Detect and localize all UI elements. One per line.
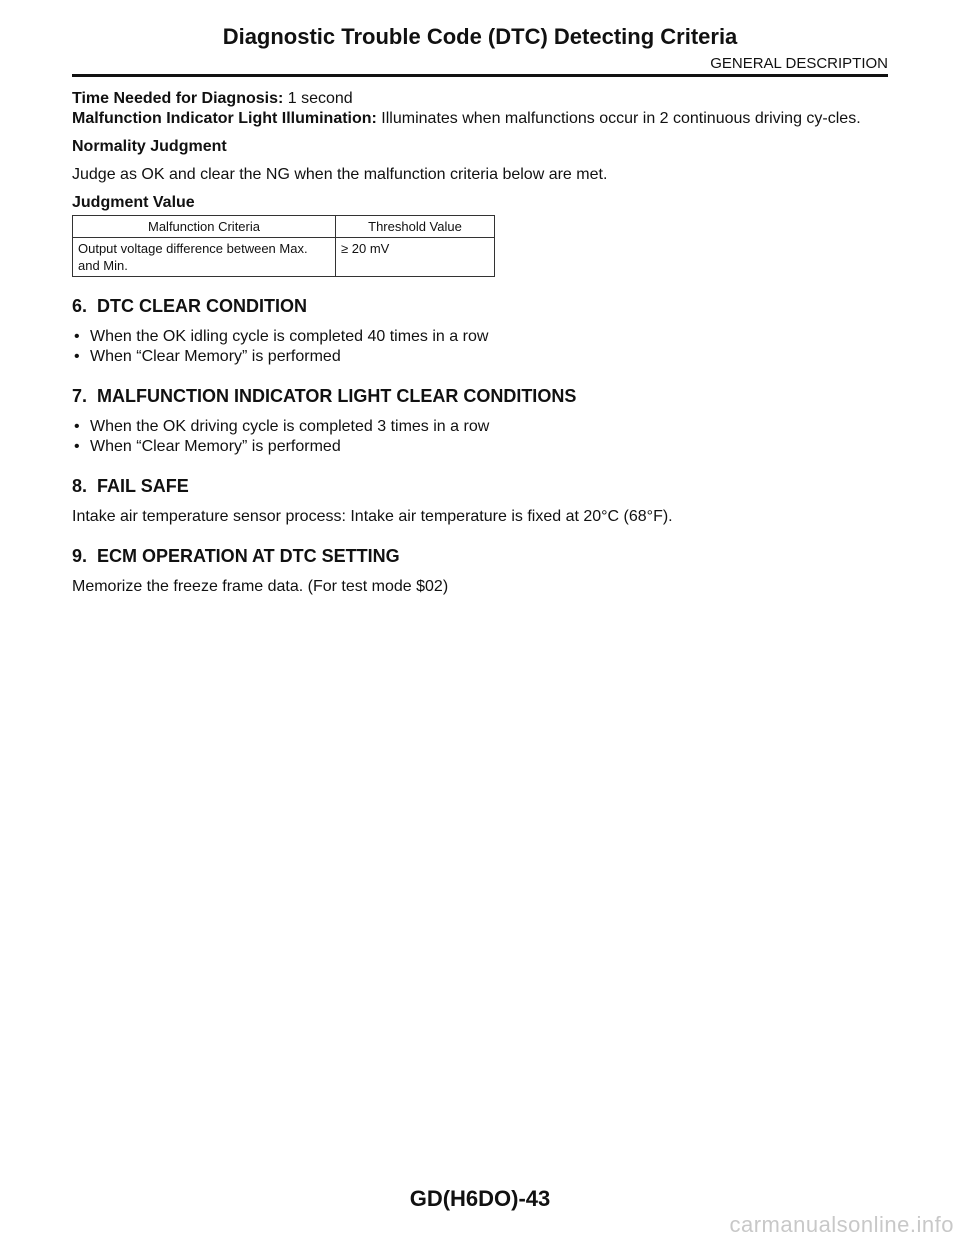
- ecm-operation-text: Memorize the freeze frame data. (For test mode $02): [72, 578, 449, 595]
- section-heading-mil-clear: [72, 385, 888, 407]
- section-subtitle: GENERAL DESCRIPTION: [710, 55, 888, 72]
- list-item-text: When the OK idling cycle is completed 40 times in a row: [90, 328, 489, 345]
- section-number: 7.: [72, 386, 88, 406]
- section-heading-ecm-operation: [72, 545, 888, 567]
- column-header-criteria: Malfunction Criteria: [73, 216, 336, 238]
- mil-illumination-label: Malfunction Indicator Light Illumination:: [72, 110, 377, 127]
- header-divider: [72, 74, 888, 77]
- section-number: 6.: [72, 296, 88, 316]
- fail-safe-text: Intake air temperature sensor process: Intake air temperature is fixed at 20°C (68°F).: [72, 508, 673, 525]
- dtc-clear-list: [72, 327, 888, 367]
- normality-heading: Normality Judgment: [72, 138, 227, 155]
- column-header-threshold: Threshold Value: [336, 216, 495, 238]
- mil-clear-list: [72, 417, 888, 457]
- mil-illumination-value: Illuminates when malfunctions occur in 2 continuous driving cy-cles.: [376, 110, 861, 127]
- criteria-cell: Output voltage difference between Max. and Min.: [73, 238, 336, 277]
- section-heading-fail-safe: [72, 475, 888, 497]
- judgment-heading: Judgment Value: [72, 194, 195, 211]
- judgment-table: [72, 215, 495, 277]
- section-title: ECM OPERATION AT DTC SETTING: [97, 546, 400, 566]
- section-number: 9.: [72, 546, 88, 566]
- list-item: [72, 417, 888, 437]
- bullet-icon: •: [74, 328, 80, 345]
- list-item: [72, 327, 888, 347]
- bullet-icon: •: [74, 348, 80, 365]
- list-item: [72, 437, 888, 457]
- section-number: 8.: [72, 476, 88, 496]
- list-item-text: When the OK driving cycle is completed 3 times in a row: [90, 418, 490, 435]
- section-title: FAIL SAFE: [97, 476, 189, 496]
- table-row: [73, 238, 495, 277]
- bullet-icon: •: [74, 418, 80, 435]
- section-title: DTC CLEAR CONDITION: [97, 296, 308, 316]
- section-title: MALFUNCTION INDICATOR LIGHT CLEAR CONDITIONS: [97, 386, 577, 406]
- page-content: [72, 89, 888, 597]
- page-number: GD(H6DO)-43: [409, 1186, 551, 1211]
- bullet-icon: •: [74, 438, 80, 455]
- section-heading-dtc-clear: [72, 295, 888, 317]
- watermark: carmanualsonline.info: [729, 1212, 954, 1237]
- page-title: Diagnostic Trouble Code (DTC) Detecting Criteria: [222, 24, 738, 49]
- list-item-text: When “Clear Memory” is performed: [90, 348, 341, 365]
- normality-text: Judge as OK and clear the NG when the malfunction criteria below are met.: [72, 166, 608, 183]
- table-header-row: [73, 216, 495, 238]
- time-needed-label: Time Needed for Diagnosis:: [72, 90, 284, 107]
- mil-illumination-line: [72, 109, 888, 129]
- list-item-text: When “Clear Memory” is performed: [90, 438, 341, 455]
- list-item: [72, 347, 888, 367]
- time-needed-line: [72, 89, 888, 109]
- time-needed-value: 1 second: [283, 90, 353, 107]
- threshold-cell: ≥ 20 mV: [336, 238, 495, 277]
